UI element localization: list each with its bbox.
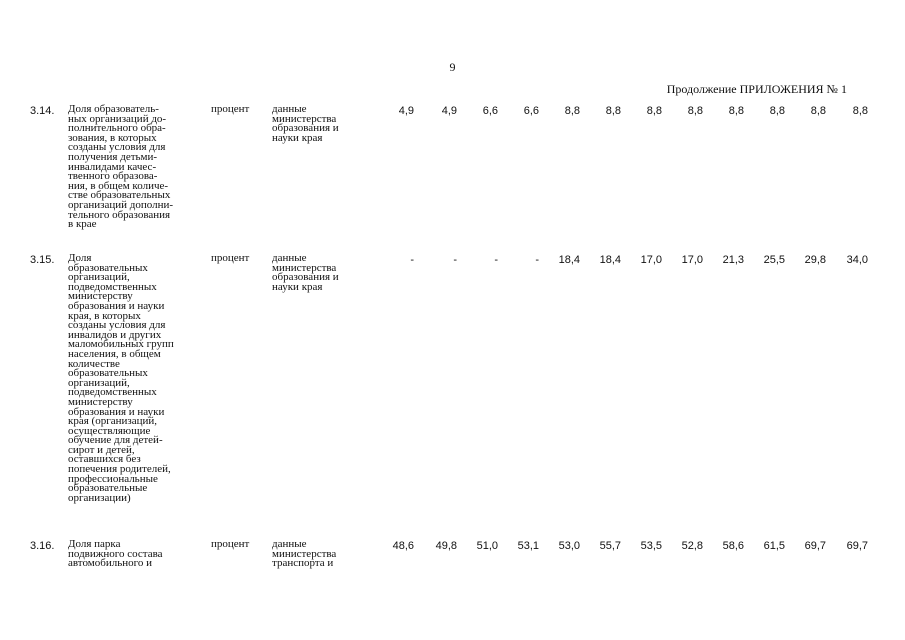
- indicator-value: 21,3: [722, 254, 744, 266]
- indicator-number: 3.14.: [30, 105, 55, 117]
- indicator-value: 17,0: [681, 254, 703, 266]
- unit-of-measure: процент: [211, 538, 250, 550]
- appendix-continuation-label: Продолжение ПРИЛОЖЕНИЯ № 1: [666, 82, 847, 96]
- indicator-value: 4,9: [398, 105, 414, 117]
- indicator-value: 53,1: [517, 540, 539, 552]
- data-source: данные министерства транспорта и: [272, 538, 337, 570]
- unit-of-measure: процент: [211, 252, 250, 264]
- indicator-value: 53,5: [640, 540, 662, 552]
- indicator-value: 18,4: [599, 254, 621, 266]
- indicator-value: 6,6: [482, 105, 498, 117]
- page-number: 9: [449, 60, 456, 74]
- indicator-value: 25,5: [763, 254, 785, 266]
- indicator-value: 58,6: [722, 540, 744, 552]
- indicator-value: 8,8: [769, 105, 785, 117]
- indicator-value: 8,8: [728, 105, 744, 117]
- indicator-value: 52,8: [681, 540, 703, 552]
- indicator-value: 29,8: [804, 254, 826, 266]
- indicator-value: 8,8: [646, 105, 662, 117]
- indicator-number: 3.15.: [30, 254, 55, 266]
- indicator-value: 34,0: [846, 254, 868, 266]
- indicator-name: Доля образователь- ных организаций до- полнительного обра- зования, в которых созданы условия для получения детьми- инвалидами качес- твенного образова- ния, в общем количе- стве образовательных организаций дополни- тельного образования в крае: [68, 103, 174, 231]
- unit-of-measure: процент: [211, 103, 250, 115]
- data-source: данные министерства образования и науки края: [272, 252, 339, 293]
- indicator-value: 8,8: [852, 105, 868, 117]
- data-source: данные министерства образования и науки края: [272, 103, 339, 144]
- indicator-name: Доля парка подвижного состава автомобильного и: [68, 538, 163, 570]
- indicator-value: 69,7: [846, 540, 868, 552]
- indicator-value: 61,5: [763, 540, 785, 552]
- indicator-value: 4,9: [441, 105, 457, 117]
- indicator-value: 6,6: [523, 105, 539, 117]
- indicator-value: 8,8: [564, 105, 580, 117]
- indicator-value: 49,8: [435, 540, 457, 552]
- indicator-value: -: [410, 254, 414, 266]
- indicator-value: 55,7: [599, 540, 621, 552]
- indicator-value: 69,7: [804, 540, 826, 552]
- indicator-value: 51,0: [476, 540, 498, 552]
- indicator-value: 8,8: [605, 105, 621, 117]
- indicator-value: 53,0: [558, 540, 580, 552]
- indicator-value: -: [453, 254, 457, 266]
- indicator-value: -: [494, 254, 498, 266]
- indicator-number: 3.16.: [30, 540, 55, 552]
- indicator-value: -: [535, 254, 539, 266]
- indicator-name: Доля образовательных организаций, подведомственных министерству образования и науки края, в которых созданы условия для инвалидов и других маломобильных групп населения, в общем количестве образовательных организаций, подведомственных министерству образования и науки края (организаций, осуществляющие обучение для детей- сирот и детей, оставшихся без попечения родителей, профессиональные образовательные организации): [68, 252, 174, 504]
- indicator-value: 18,4: [558, 254, 580, 266]
- indicator-value: 8,8: [810, 105, 826, 117]
- indicator-value: 48,6: [392, 540, 414, 552]
- indicator-value: 8,8: [687, 105, 703, 117]
- indicator-value: 17,0: [640, 254, 662, 266]
